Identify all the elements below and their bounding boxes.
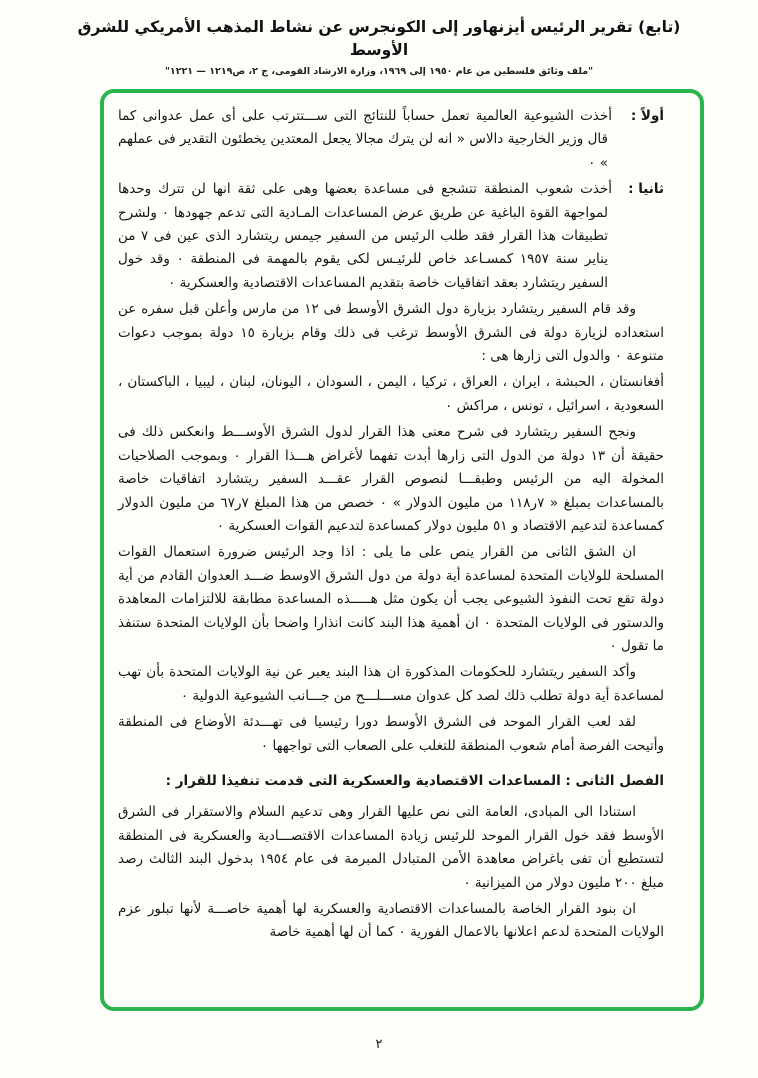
paragraph-aid-clauses: ان بنود القرار الخاصة بالمساعدات الاقتصادية والعسكرية لها أهمية خاصـــة لأنها تبلور عزم الولايات المتحدة لدعم اعلانها بالاعمال الفورية ٠ كما أن لها أهمية خاصة bbox=[118, 901, 664, 941]
paragraph-assurance: وأكد السفير ريتشارد للحكومات المذكورة ان هذا البند يعبر عن نية الولايات المتحدة بأن تهب لمساعدة أية دولة تطلب ذلك لصد كل عدوان مســـلـــح من جـــانب الشيوعية الدولية ٠ bbox=[118, 664, 664, 704]
paragraph-second-clause: ان الشق الثانى من القرار ينص على ما يلى : اذا وجد الرئيس ضرورة استعمال القوات المسلحة للولايات المتحدة لمساعدة أية دولة من دول الشرق الاوسط ضـــد العدوان القادم من أية دولة تقع تحت النفوذ الشيوعى يجب أن يكون مثل هـــــذه المساعدة مطابقة للالتزامات المعاهدة والدستور فى الولايات المتحدة ٠ ان أهمية هذا البند كانت انذارا واضحا بأن الولايات المتحدة ستنفذ ما تقول ٠ bbox=[118, 544, 665, 654]
section-heading-chapter-two: الفصل الثانى : المساعدات الاقتصادية والعسكرية التى قدمت تنفيذا للقرار : bbox=[165, 772, 664, 789]
paragraph-calming-effect: لقد لعب القرار الموحد فى الشرق الأوسط دورا رئيسيا فى تهـــدئة الأوضاع فى المنطقة وأتيحت الفرصة أمام شعوب المنطقة للتغلب على الصعاب التى تواجهها ٠ bbox=[118, 714, 664, 754]
paragraph-first-text: أخذت الشيوعية العالمية تعمل حساباً للنتائج التى ســـتترتب على أى عمل عدوانى كما قال وزير الخارجية دالاس « انه لن يترك مجالا يجعل المعتدين يخطئون التقدير فى عملهم » ٠ bbox=[118, 108, 612, 171]
paragraph-countries-list: أفغانستان ، الحبشة ، ايران ، العراق ، تركيا ، اليمن ، السودان ، اليونان، لبنان ، ليبيا ، الباكستان ، السعودية ، اسرائيل ، تونس ، مراكش ٠ bbox=[118, 374, 664, 414]
document-title: (تابع) تقرير الرئيس أيزنهاور إلى الكونجرس عن نشاط المذهب الأمريكي للشرق الأوسط bbox=[77, 18, 681, 59]
paragraph-second-label: ثانيا : bbox=[628, 181, 664, 198]
paragraph-richard-visit: وقد قام السفير ريتشارد بزيارة دول الشرق الأوسط فى ١٢ من مارس وأعلن قبل سفره عن استعداده لزيارة دولة فى الشرق الأوسط ترغب فى ذلك وقام بزيارة ١٥ دولة بموجب دعوات متنوعة ٠ والدول التى زارها هى : bbox=[118, 301, 664, 365]
paragraph-first bbox=[118, 105, 664, 175]
paragraph-principles: استنادا الى المبادى، العامة التى نص عليها القرار وهى تدعيم السلام والاستقرار فى الشرق الأوسط فقد خول القرار الموحد للرئيس زيادة المساعدات الاقتصـــادية والعسكرية فى المنطقة لتستطيع أن تفى باغراض معاهدة الأمن المتبادل المبرمة فى عام ١٩٥٤ بدخول البند الثالث رصد مبلغ ٢٠٠ مليون دولار من الميزانية ٠ bbox=[118, 804, 664, 891]
content-border-box bbox=[100, 89, 704, 1011]
document-subtitle: "ملف وثائق فلسطين من عام ١٩٥٠ إلى ١٩٦٩، وزارة الارشاد القومى، ج ٢، ص١٢١٩ — ١٢٢١" bbox=[164, 66, 594, 77]
paragraph-agreements: ونجح السفير ريتشارد فى شرح معنى هذا القرار لدول الشرق الأوســـط وانعكس ذلك فى حقيقة أن ١٣ دولة من الدول التى زارها أبدت تفهما لأغراض هـــذا القرار ٠ وبموجب الصلاحيات المخولة اليه من الرئيس وطبقـــا لنصوص القرار عقـــد السفير ريتشارد اتفاقيات خاصة بالمساعدات بمبلغ « ٧ر١١٨ من مليون الدولار » ٠ خصص من هذا المبلغ ٧ر٦٧ من مليون الدولار كمساعدة لتدعيم الاقتصاد و ٥١ مليون دولار كمساعدة لتدعيم القوات العسكرية ٠ bbox=[118, 424, 665, 534]
page-number: ٢ bbox=[375, 1037, 383, 1052]
paragraph-second-text: أخذت شعوب المنطقة تتشجع فى مساعدة بعضها وهى على ثقة انها لن تترك وحدها لمواجهة القوة الباغية عن طريق عرض المساعدات المـادية التى تدعم جهودها ٠ ولشرح تطبيقات هذا القرار فقد طلب الرئيس من السفير جيمس ريتشارد الذى عين فى ٧ من يناير سنة ١٩٥٧ كمسـاعد خاص للرئيـس لكى يقوم بالمهمة فى المنطقة ٠ وقد خول السفير ريتشارد بعقد اتفاقيات خاصة بتقديم المساعدات الاقتصادية والعسكرية ٠ bbox=[118, 181, 612, 291]
document-header bbox=[0, 0, 758, 77]
paragraph-second bbox=[118, 178, 664, 295]
paragraph-first-label: أولاً : bbox=[630, 108, 664, 124]
